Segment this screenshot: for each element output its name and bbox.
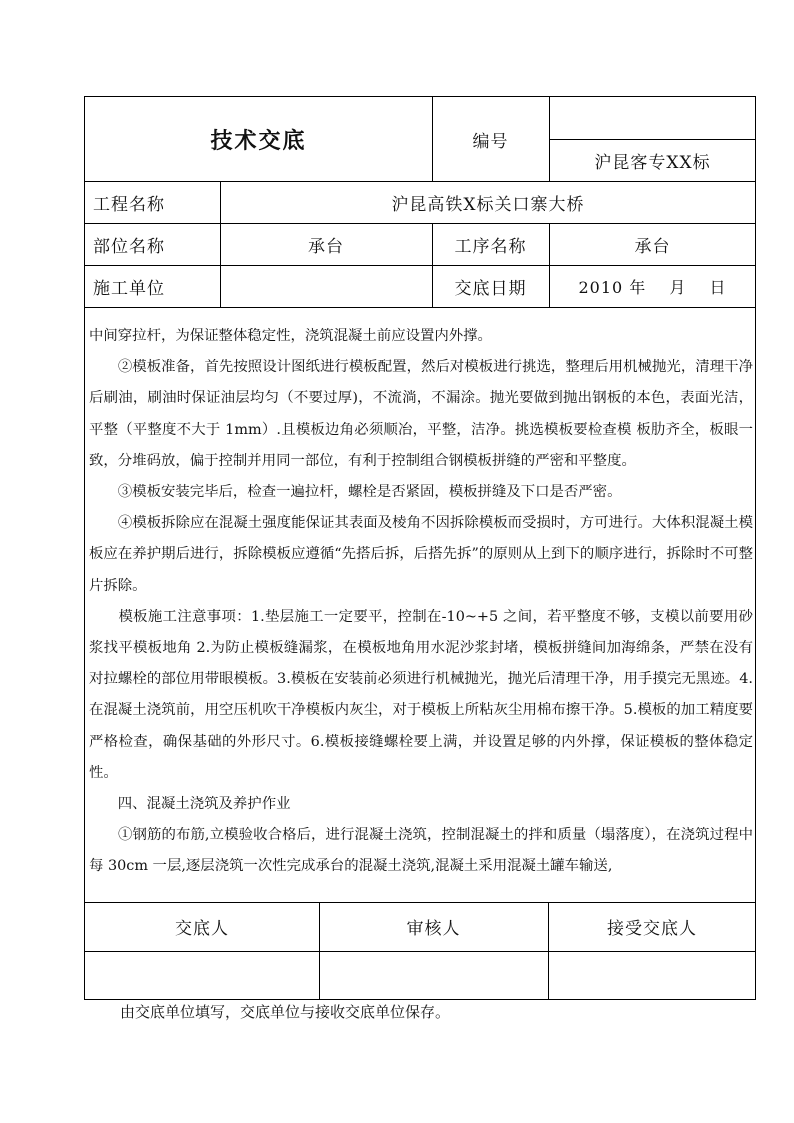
- section-heading: 四、混凝土浇筑及养护作业: [89, 796, 291, 813]
- content-paragraph: ③模板安装完毕后，检查一遍拉杆，螺栓是否紧固，模板拼缝及下口是否严密。: [89, 484, 622, 501]
- part-name-value: 承台: [308, 236, 344, 257]
- code-value: 沪昆客专XX标: [594, 152, 711, 173]
- content-paragraph: ①钢筋的布筋,立模验收合格后，进行混凝土浇筑，控制混凝土的拌和质量（塌落度），在浇筑过程中每 30cm 一层,逐层浇筑一次性完成承台的混凝土浇筑,混凝土采用混凝土罐车输送,: [89, 827, 753, 875]
- handover-person-label: 交底人: [175, 919, 229, 939]
- reviewer-label: 审核人: [406, 919, 461, 939]
- content-paragraph: ④模板拆除应在混凝土强度能保证其表面及棱角不因拆除模板而受损时，方可进行。大体积混凝土模板应在养护期后进行，拆除模板应遵循“先搭后拆，后搭先拆”的原则从上到下的顺序进行，拆除时不可整片拆除。: [89, 515, 753, 594]
- content-paragraph: 模板施工注意事项：1.垫层施工一定要平，控制在-10~+5 之间，若平整度不够，支模以前要用砂浆找平模板地角 2.为防止模板缝漏浆，在模板地角用水泥沙浆封堵，模板拼缝间加海绵条，严禁在没有对拉螺栓的部位用带眼模板。3.模板在安装前必须进行机械抛光，抛光后清理干净，用手摸完无黑迹。4.在混凝土浇筑前，用空压机吹干净模板内灰尘，对于模板上所粘灰尘用棉布擦干净。5.模板的加工精度要严格检查，确保基础的外形尺寸。6.模板接缝螺栓要上满，并设置足够的内外撑，保证模板的整体稳定性。: [89, 608, 753, 781]
- reviewer-signature-cell: [319, 951, 548, 1000]
- part-name-label: 部位名称: [93, 236, 165, 257]
- content-paragraph: 中间穿拉杆，为保证整体稳定性，浇筑混凝土前应设置内外撑。: [89, 328, 492, 344]
- construction-unit-label: 施工单位: [93, 278, 165, 299]
- technical-disclosure-form: [84, 96, 756, 1000]
- construction-unit-value: [220, 265, 432, 307]
- process-name-label: 工序名称: [454, 236, 527, 257]
- disclosure-content: [89, 321, 753, 883]
- form-title: 技术交底: [210, 127, 307, 154]
- receiver-label: 接受交底人: [607, 919, 697, 939]
- content-paragraph: ②模板准备，首先按照设计图纸进行模板配置，然后对模板进行挑选，整理后用机械抛光，清理干净后刷油，刷油时保证油层均匀（不要过厚)，不流淌，不漏涂。抛光要做到抛出钢板的本色，表面光洁，平整（平整度不大于 1mm）.且模板边角必须顺冶，平整，洁净。挑选模板要检查模 板肋齐全，板眼一致，分堆码放，偏于控制并用同一部位，有利于控制组合钢模板拼缝的严密和平整度。: [89, 359, 753, 469]
- disclosure-date-label: 交底日期: [454, 278, 527, 299]
- number-value: [549, 97, 756, 139]
- number-label: 编号: [472, 131, 509, 152]
- process-name-value: 承台: [634, 236, 671, 257]
- project-name-value: 沪昆高铁X标关口寨大桥: [391, 194, 585, 215]
- handover-signature-cell: [85, 951, 319, 1000]
- receiver-signature-cell: [548, 951, 756, 1000]
- row-divider: [85, 307, 756, 308]
- disclosure-date-value: 2010 年 月 日: [578, 277, 727, 297]
- footer-note: 由交底单位填写，交底单位与接收交底单位保存。: [120, 1003, 451, 1021]
- project-name-label: 工程名称: [93, 194, 165, 215]
